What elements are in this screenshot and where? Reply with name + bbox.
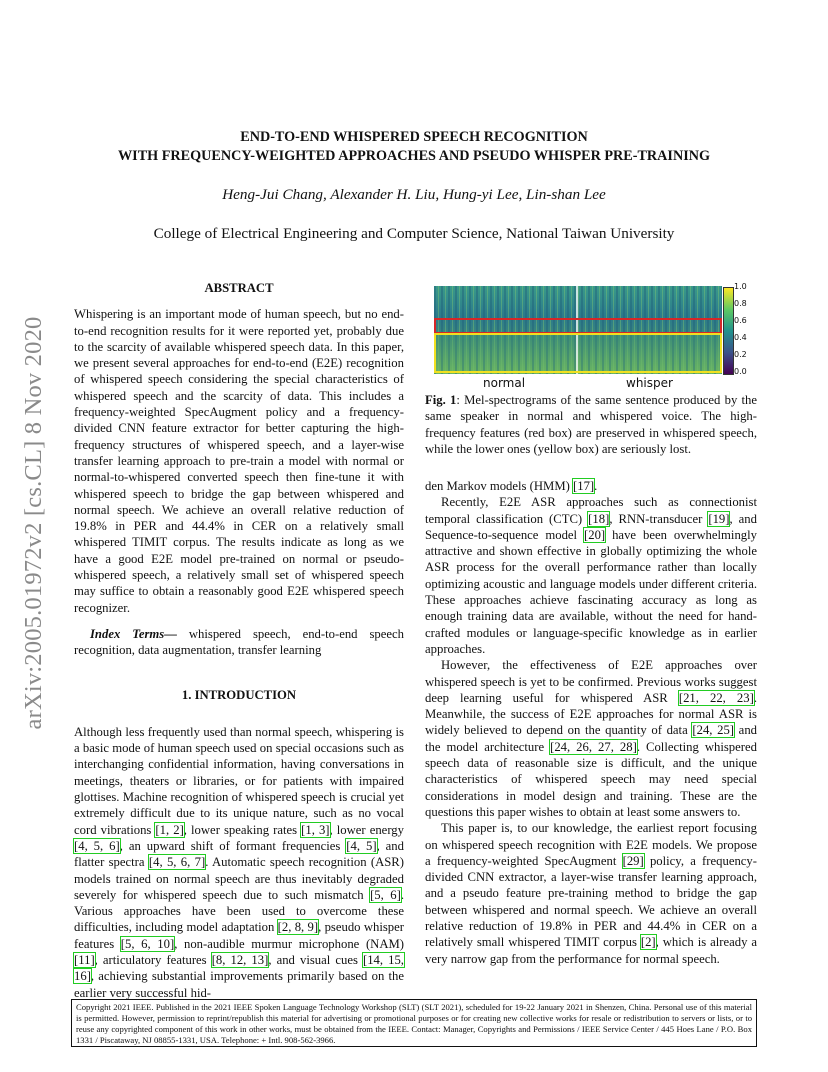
- figure-label-whisper: whisper: [626, 376, 673, 390]
- colorbar-tick: 0.8: [734, 299, 747, 308]
- index-terms: [74, 626, 404, 659]
- index-terms-text: whispered speech, end-to-end speech recognition, data augmentation, transfer learning: [74, 626, 404, 658]
- arxiv-sidebar: [14, 288, 54, 758]
- paragraph-effectiveness: However, the effectiveness of E2E approaches over whispered speech is yet to be confirmed. Previous works suggest deep learning useful for whispered ASR [21, 22, 23]. Meanwhile, the success of E2E approaches for normal ASR is widely believed to depend on the quantity of data [24, 25] and the model architecture [24, 26, 27, 28]. Collecting whispered speech data of reasonable size is difficult, and the unique characteristics of whispered speech may need special considerations in model design and training. These are the questions this paper wishes to obtain at least some answers to.: [425, 658, 758, 819]
- paragraph-contribution: This paper is, to our knowledge, the earliest report focusing on whispered speech recognition with E2E models. We propose a frequency-weighted SpecAugment [29] policy, a frequency-divided CNN extractor, a layer-wise transfer learning approach, and a pseudo feature pre-training method to bridge the gap between whispered and normal speech. We achieve an overall relative reduction of 19.8% in PER and 44.4% in CER on a relatively small whispered TIMIT corpus [2], which is already a very narrow gap from the performance for normal speech.: [425, 821, 758, 966]
- abstract-heading: ABSTRACT: [204, 281, 274, 295]
- citation[interactable]: [19]: [708, 511, 730, 526]
- colorbar-tick: 0.0: [734, 367, 747, 376]
- citation[interactable]: [24, 26, 27, 28]: [550, 739, 637, 754]
- citation[interactable]: [5, 6]: [370, 887, 401, 902]
- caption-label: Fig. 1: [425, 393, 457, 407]
- citation[interactable]: [14, 15, 16]: [74, 952, 404, 984]
- citation[interactable]: [1, 3]: [301, 822, 330, 837]
- abstract-text: Whispering is an important mode of human speech, but no end-to-end recognition results for it were reported yet, probably due to the scarcity of available whispered speech data. In this paper, we present several approaches for end-to-end (E2E) recognition of whispered speech considering the special characteristics of whispered speech and the scarcity of data. This includes a frequency-weighted SpecAugment policy and a frequency-divided CNN feature extractor for better capturing the high-frequency structures of whispered speech, and a layer-wise transfer learning approach to pre-train a model with normal or normal-to-whispered converted speech then fine-tune it with whispered speech to bridge the gap between whispered and normal speech. We achieve an overall relative reduction of 19.8% in PER and 44.4% in CER on a relatively small whispered TIMIT corpus. The results indicate as long as we have a good E2E model pre-trained on normal or pseudo-whispered speech, a relatively small set of whispered speech may suffice to obtain a reasonably good E2E whispered speech recognizer.: [74, 307, 404, 615]
- caption-text: : Mel-spectrograms of the same sentence produced by the same speaker in normal and whispered voice. The high-frequency features (red box) are preserved in whispered speech, while the lower ones (yellow box) are seriously lost.: [425, 393, 757, 456]
- colorbar-tick: 0.2: [734, 350, 747, 359]
- affiliation: College of Electrical Engineering and Computer Science, National Taiwan University: [153, 225, 675, 242]
- authors: Heng-Jui Chang, Alexander H. Liu, Hung-yi Lee, Lin-shan Lee: [222, 186, 606, 203]
- citation[interactable]: [2]: [640, 935, 656, 950]
- citation[interactable]: [5, 6, 10]: [120, 936, 175, 951]
- citation[interactable]: [24, 25]: [692, 723, 735, 738]
- citation[interactable]: [11]: [74, 952, 95, 967]
- title-line-1: END-TO-END WHISPERED SPEECH RECOGNITION: [240, 129, 588, 145]
- colorbar-tick: 0.6: [734, 316, 747, 325]
- paragraph-e2e: Recently, E2E ASR approaches such as connectionist temporal classification (CTC) [18], RNN-transducer [19], and Sequence-to-sequence model [20] have been overwhelmingly attractive and shown effective in globally optimizing the whole ASR process for the overall performance rather than locally optimizing acoustic and language models under different criteria. These approaches achieve fascinating accuracy as long as enough training data are available, without the need for hand-crafted modules or language-specific knowledge as in earlier approaches.: [425, 495, 758, 656]
- left-column: [74, 280, 404, 1001]
- paragraph-hmm: den Markov models (HMM) [17].: [425, 479, 598, 493]
- arxiv-identifier: arXiv:2005.01972v2 [cs.CL] 8 Nov 2020: [20, 316, 47, 730]
- citation[interactable]: [18]: [588, 511, 610, 526]
- figure-label-normal: normal: [483, 376, 526, 390]
- colorbar-gradient: [723, 287, 734, 375]
- citation[interactable]: [21, 22, 23]: [678, 690, 754, 705]
- paper-title: [60, 128, 768, 166]
- citation[interactable]: [4, 5]: [346, 838, 377, 853]
- citation[interactable]: [29]: [622, 853, 644, 868]
- colorbar-tick: 1.0: [734, 282, 747, 291]
- citation[interactable]: [4, 5, 6, 7]: [148, 855, 206, 870]
- citation[interactable]: [8, 12, 13]: [211, 952, 269, 967]
- citation[interactable]: [1, 2]: [155, 822, 184, 837]
- citation[interactable]: [4, 5, 6]: [74, 838, 120, 853]
- title-line-2: WITH FREQUENCY-WEIGHTED APPROACHES AND PSEUDO WHISPER PRE-TRAINING: [117, 148, 710, 164]
- figure-caption: [425, 392, 757, 457]
- copyright-notice: Copyright 2021 IEEE. Published in the 2021 IEEE Spoken Language Technology Workshop (SLT) (SLT 2021), scheduled for 19-22 January 2021 in Shenzen, China. Personal use of this material is permitted. However, permission to reprint/republish this material for advertising or promotional purposes or for creating new collective works for resale or redistribution to servers or lists, or to reuse any copyrighted component of this work in other works, must be obtained from the IEEE. Contact: Manager, Copyrights and Permissions / IEEE Service Center / 445 Hoes Lane / P.O. Box 1331 / Piscataway, NJ 08855-1331, USA. Telephone: + Intl. 908-562-3966.: [71, 999, 757, 1047]
- intro-paragraph: Although less frequently used than normal speech, whispering is a basic mode of human speech used on special occasions such as interchanging confidential information, having conversations in meetings, theaters or libraries, or for patients with impaired glottises. Machine recognition of whispered speech is crucial yet extremely difficult due to its unique nature, such as no vocal cord vibrations [1, 2], lower speaking rates [1, 3], lower energy [4, 5, 6], an upward shift of formant frequencies [4, 5], and flatter spectra [4, 5, 6, 7]. Automatic speech recognition (ASR) models trained on normal speech are thus inevitably degraded severely for whispered speech due to such mismatch [5, 6]. Various approaches have been used to overcome these difficulties, including model adaptation [2, 8, 9], pseudo whisper features [5, 6, 10], non-audible murmur microphone (NAM) [11], articulatory features [8, 12, 13], and visual cues [14, 15, 16], achieving substantial improvements primarily based on the earlier very successful hid-: [74, 724, 404, 1000]
- spectrogram-graphic: [434, 286, 722, 374]
- index-terms-label: Index Terms—: [90, 626, 177, 641]
- citation[interactable]: [2, 8, 9]: [277, 920, 319, 935]
- intro-heading: 1. INTRODUCTION: [181, 687, 297, 702]
- mel-spectrogram-image: [434, 286, 722, 374]
- colorbar-tick: 0.4: [734, 333, 747, 342]
- citation[interactable]: [20]: [584, 527, 606, 542]
- citation[interactable]: [17]: [573, 479, 595, 493]
- right-column: [425, 478, 757, 967]
